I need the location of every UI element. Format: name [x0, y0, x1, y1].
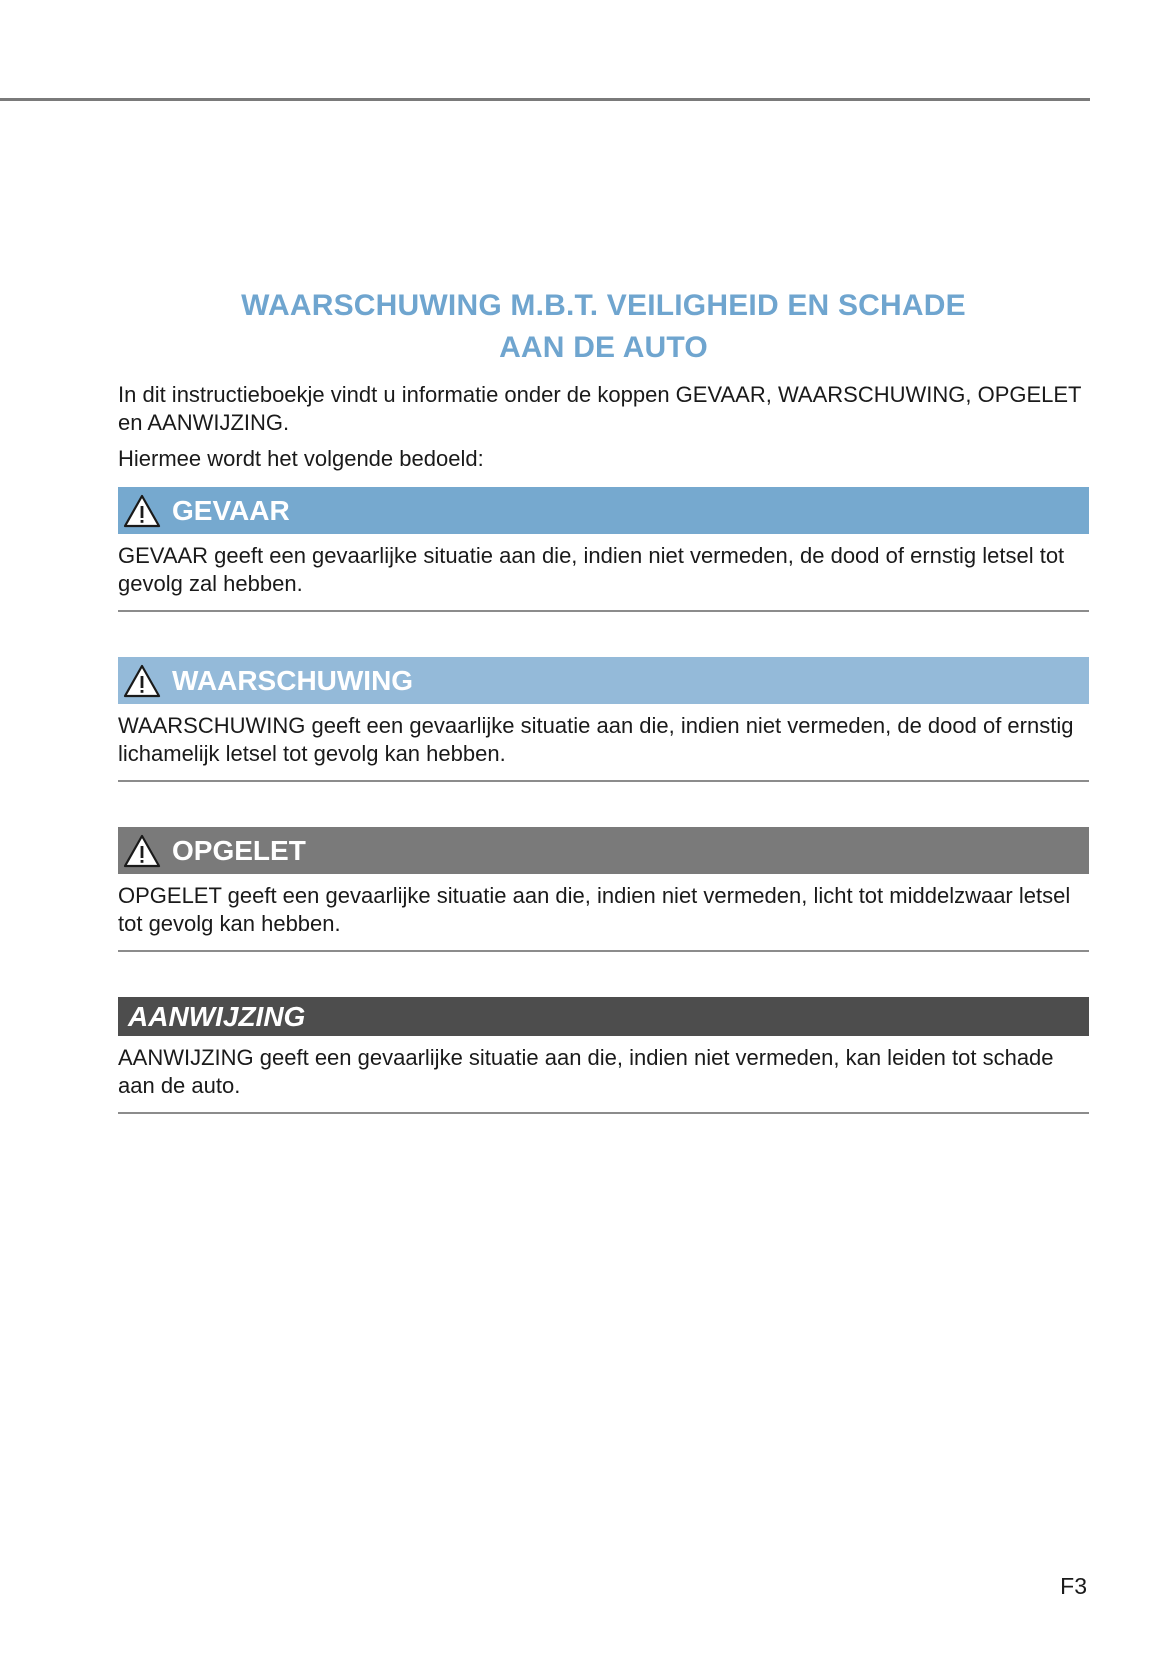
notice-warning-label: WAARSCHUWING — [172, 664, 414, 696]
notice-warning — [118, 657, 1089, 782]
header-rule — [0, 98, 1090, 101]
notice-danger-header — [118, 487, 1089, 534]
page-title-line-1: WAARSCHUWING M.B.T. VEILIGHEID EN SCHADE — [241, 289, 966, 322]
intro-paragraph: In dit instructieboekje vindt u informatie onder de koppen GEVAAR, WAARSCHUWING, OPGELET en AANWIJZING. — [118, 382, 1082, 435]
notice-caution-header — [118, 827, 1089, 874]
page-content — [118, 285, 1089, 1114]
notice-note — [118, 997, 1089, 1114]
notice-warning-text: WAARSCHUWING geeft een gevaarlijke situatie aan die, indien niet vermeden, de dood of ernstig lichamelijk letsel tot gevolg kan hebben. — [118, 712, 1089, 782]
page-title — [118, 285, 1089, 369]
notice-note-label: AANWIJZING — [128, 1000, 306, 1032]
warning-triangle-icon — [122, 833, 162, 869]
notice-caution-text: OPGELET geeft een gevaarlijke situatie aan die, indien niet vermeden, licht tot middelzwaar letsel tot gevolg kan hebben. — [118, 882, 1089, 952]
notice-danger-text: GEVAAR geeft een gevaarlijke situatie aan die, indien niet vermeden, de dood of ernstig letsel tot gevolg zal hebben. — [118, 542, 1089, 612]
warning-triangle-icon — [122, 663, 162, 699]
notice-danger — [118, 487, 1089, 612]
notice-note-text: AANWIJZING geeft een gevaarlijke situatie aan die, indien niet vermeden, kan leiden tot schade aan de auto. — [118, 1044, 1089, 1114]
notice-caution-label: OPGELET — [172, 834, 306, 866]
intro-subparagraph: Hiermee wordt het volgende bedoeld: — [118, 446, 484, 471]
notice-caution — [118, 827, 1089, 952]
page-title-line-2: AAN DE AUTO — [499, 331, 708, 364]
notice-danger-label: GEVAAR — [172, 494, 290, 526]
notice-warning-header — [118, 657, 1089, 704]
page-number: F3 — [1060, 1573, 1087, 1599]
warning-triangle-icon — [122, 493, 162, 529]
notice-note-header — [118, 997, 1089, 1036]
